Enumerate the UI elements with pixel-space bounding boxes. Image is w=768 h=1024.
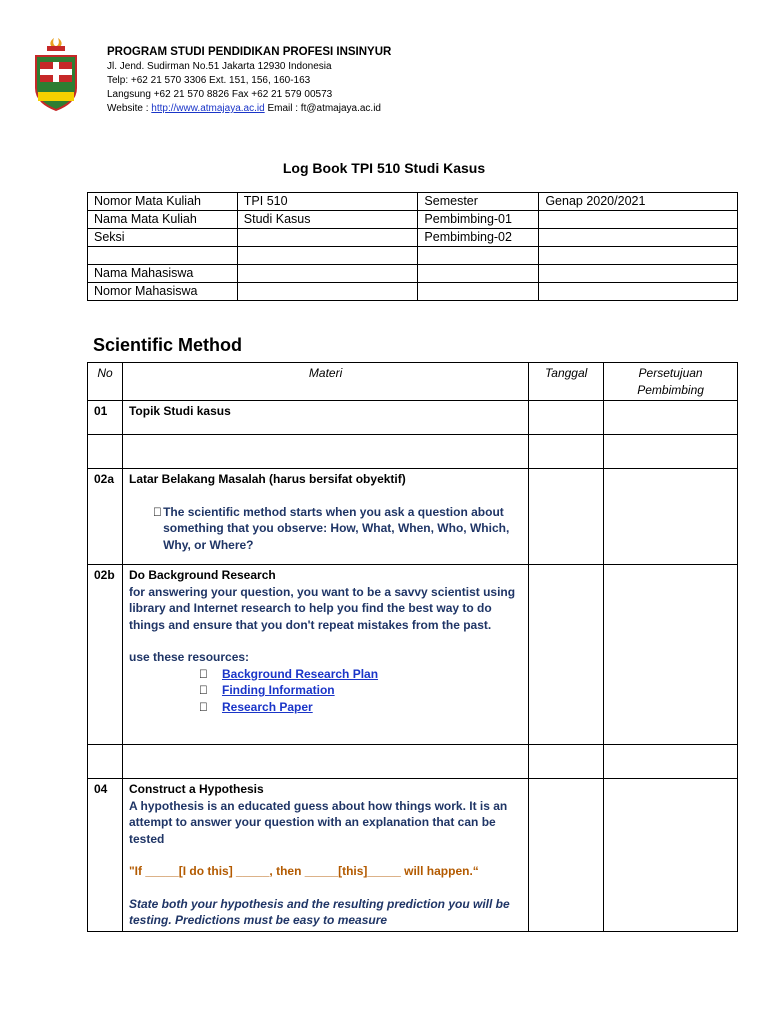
table-row — [88, 229, 738, 247]
row-content — [122, 745, 528, 779]
hypothesis-template: "If _____[I do this] _____, then _____[this]_____ will happen.“ — [128, 864, 479, 878]
date-cell[interactable] — [529, 779, 604, 932]
row-no — [88, 435, 123, 469]
resource-item — [129, 699, 522, 716]
table-cell — [237, 283, 418, 301]
table-row — [88, 283, 738, 301]
table-cell: TPI 510 — [237, 193, 418, 211]
table-row — [88, 435, 738, 469]
row-content — [122, 435, 528, 469]
table-cell: Studi Kasus — [237, 211, 418, 229]
table-row — [88, 247, 738, 265]
table-cell: Pembimbing-02 — [418, 229, 539, 247]
row-no: 04 — [88, 779, 123, 932]
table-row — [88, 745, 738, 779]
link-background-research-plan[interactable]: Background Research Plan — [221, 666, 379, 681]
table-row — [88, 193, 738, 211]
date-cell[interactable] — [529, 401, 604, 435]
table-cell — [418, 265, 539, 283]
row-content — [122, 779, 528, 932]
table-cell — [539, 229, 738, 247]
table-header-row — [88, 363, 738, 401]
row-no: 01 — [88, 401, 123, 435]
row-title: Do Background Research — [128, 568, 276, 582]
address: Jl. Jend. Sudirman No.51 Jakarta 12930 Indonesia — [107, 61, 332, 72]
bullet-marker — [199, 699, 222, 716]
approval-cell[interactable] — [604, 469, 738, 565]
approval-cell[interactable] — [604, 401, 738, 435]
row-no: 02a — [88, 469, 123, 565]
org-name: PROGRAM STUDI PENDIDIKAN PROFESI INSINYUR — [107, 46, 392, 58]
table-row — [88, 401, 738, 435]
date-cell[interactable] — [529, 745, 604, 779]
document-title: Log Book TPI 510 Studi Kasus — [282, 160, 486, 176]
date-cell[interactable] — [529, 565, 604, 745]
row-content — [122, 565, 528, 745]
header-no: No — [88, 363, 123, 401]
approval-cell[interactable] — [604, 565, 738, 745]
resource-item — [129, 666, 522, 683]
table-cell — [539, 211, 738, 229]
letterhead — [107, 45, 391, 116]
table-cell — [418, 283, 539, 301]
date-cell[interactable] — [529, 469, 604, 565]
scientific-method-table — [87, 362, 738, 932]
bullet-item — [129, 504, 522, 554]
university-logo — [34, 36, 78, 112]
row-description: A hypothesis is an educated guess about how things work. It is an attempt to answer your question with an explanation that can be tested — [128, 798, 508, 846]
course-info-table — [87, 192, 738, 301]
table-row — [88, 565, 738, 745]
date-cell[interactable] — [529, 435, 604, 469]
table-cell — [539, 283, 738, 301]
website-link[interactable]: http://www.atmajaya.ac.id — [151, 103, 265, 114]
direct-phone-fax: Langsung +62 21 570 8826 Fax +62 21 579 00573 — [107, 89, 333, 100]
table-row — [88, 211, 738, 229]
table-cell — [237, 247, 418, 265]
table-cell: Genap 2020/2021 — [539, 193, 738, 211]
table-row — [88, 265, 738, 283]
hypothesis-note: State both your hypothesis and the resulting prediction you will be testing. Predictions must be easy to measure — [128, 896, 510, 927]
section-title: Scientific Method — [93, 335, 243, 355]
approval-cell[interactable] — [604, 435, 738, 469]
table-cell: Semester — [418, 193, 539, 211]
link-finding-information[interactable]: Finding Information — [221, 683, 335, 697]
table-row — [88, 779, 738, 932]
table-cell: Nomor Mata Kuliah — [88, 193, 238, 211]
resources-label: use these resources: — [128, 650, 250, 664]
table-cell — [237, 229, 418, 247]
table-cell — [418, 247, 539, 265]
approval-cell[interactable] — [604, 779, 738, 932]
bullet-marker — [153, 504, 163, 554]
table-cell — [539, 247, 738, 265]
row-title: Construct a Hypothesis — [128, 782, 264, 796]
table-cell: Pembimbing-01 — [418, 211, 539, 229]
website-label: Website : — [107, 103, 149, 114]
table-cell: Nama Mahasiswa — [88, 265, 238, 283]
table-cell — [539, 265, 738, 283]
header-persetujuan: Persetujuan Pembimbing — [604, 363, 738, 401]
table-cell — [88, 247, 238, 265]
table-cell: Nama Mata Kuliah — [88, 211, 238, 229]
row-content — [122, 469, 528, 565]
resource-item — [129, 682, 522, 699]
row-no: 02b — [88, 565, 123, 745]
row-no — [88, 745, 123, 779]
row-title: Topik Studi kasus — [122, 401, 528, 435]
row-title: Latar Belakang Masalah (harus bersifat obyektif) — [128, 472, 406, 486]
header-materi: Materi — [122, 363, 528, 401]
approval-cell[interactable] — [604, 745, 738, 779]
header-tanggal: Tanggal — [529, 363, 604, 401]
link-research-paper[interactable]: Research Paper — [221, 699, 313, 714]
email: Email : ft@atmajaya.ac.id — [267, 103, 381, 114]
bullet-text: The scientific method starts when you ask a question about something that you observe: How, What, When, Who, Which, Why, or Where? — [163, 504, 510, 552]
bullet-marker — [199, 682, 222, 699]
table-cell — [237, 265, 418, 283]
row-description: for answering your question, you want to be a savvy scientist using library and Internet research to help you find the best way to do things and ensure that you don't repeat mistakes from the past. — [128, 584, 516, 632]
website-line — [107, 102, 391, 116]
table-cell: Seksi — [88, 229, 238, 247]
phone: Telp: +62 21 570 3306 Ext. 151, 156, 160-163 — [107, 75, 311, 86]
table-cell: Nomor Mahasiswa — [88, 283, 238, 301]
table-row — [88, 469, 738, 565]
bullet-marker — [199, 666, 222, 683]
